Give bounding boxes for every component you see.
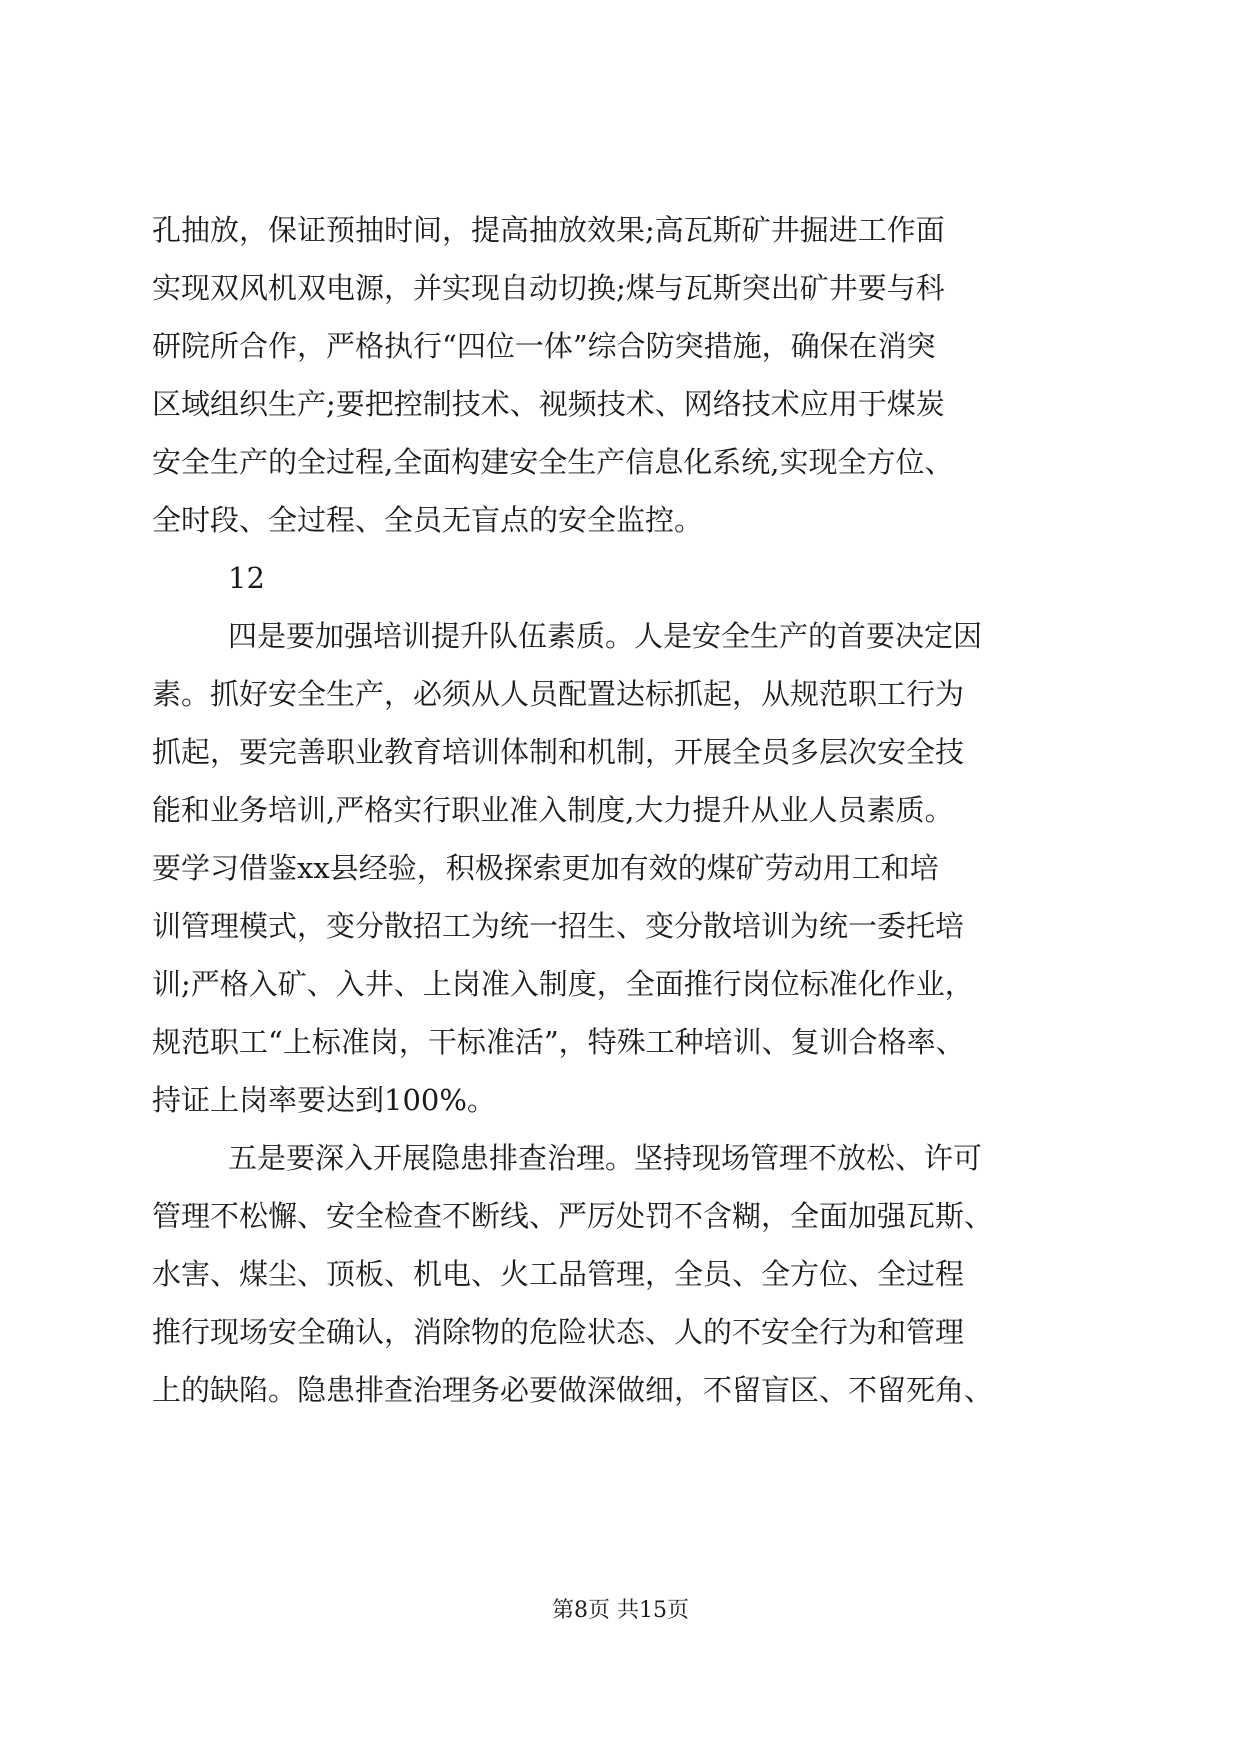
text-line: 区域组织生产;要把控制技术、视频技术、网络技术应用于煤炭: [152, 387, 945, 421]
section-number: 12: [228, 561, 265, 595]
text-line: 抓起，要完善职业教育培训体制和机制，开展全员多层次安全技: [152, 735, 965, 769]
page-footer: 第8页 共15页: [552, 1598, 689, 1623]
text-line: 规范职工“上标准岗，干标准活”，特殊工种培训、复训合格率、: [152, 1025, 965, 1059]
text-line: 管理不松懈、安全检查不断线、严厉处罚不含糊，全面加强瓦斯、: [152, 1199, 994, 1233]
paragraph-start-line: 四是要加强培训提升队伍素质。人是安全生产的首要决定因: [228, 619, 983, 653]
text-line: 孔抽放，保证预抽时间，提高抽放效果;高瓦斯矿井掘进工作面: [152, 213, 945, 247]
text-line: 持证上岗率要达到100%。: [152, 1083, 496, 1117]
text-line: 上的缺陷。隐患排查治理务必要做深做细，不留盲区、不留死角、: [152, 1373, 994, 1407]
text-line: 推行现场安全确认，消除物的危险状态、人的不安全行为和管理: [152, 1315, 965, 1349]
text-line: 素。抓好安全生产，必须从人员配置达标抓起，从规范职工行为: [152, 677, 965, 711]
text-line: 研院所合作，严格执行“四位一体”综合防突措施，确保在消突: [152, 329, 936, 363]
text-line: 训;严格入矿、入井、上岗准入制度，全面推行岗位标准化作业，: [152, 967, 974, 1001]
text-line: 安全生产的全过程,全面构建安全生产信息化系统,实现全方位、: [152, 445, 954, 479]
text-line: 实现双风机双电源，并实现自动切换;煤与瓦斯突出矿井要与科: [152, 271, 945, 305]
text-line: 水害、煤尘、顶板、机电、火工品管理，全员、全方位、全过程: [152, 1257, 965, 1291]
text-line: 能和业务培训,严格实行职业准入制度,大力提升从业人员素质。: [152, 793, 954, 827]
text-line: 全时段、全过程、全员无盲点的安全监控。: [152, 503, 704, 537]
paragraph-start-line: 五是要深入开展隐患排查治理。坚持现场管理不放松、许可: [228, 1141, 983, 1175]
text-line: 要学习借鉴xx县经验，积极探索更加有效的煤矿劳动用工和培: [152, 851, 939, 885]
text-line: 训管理模式，变分散招工为统一招生、变分散培训为统一委托培: [152, 909, 965, 943]
